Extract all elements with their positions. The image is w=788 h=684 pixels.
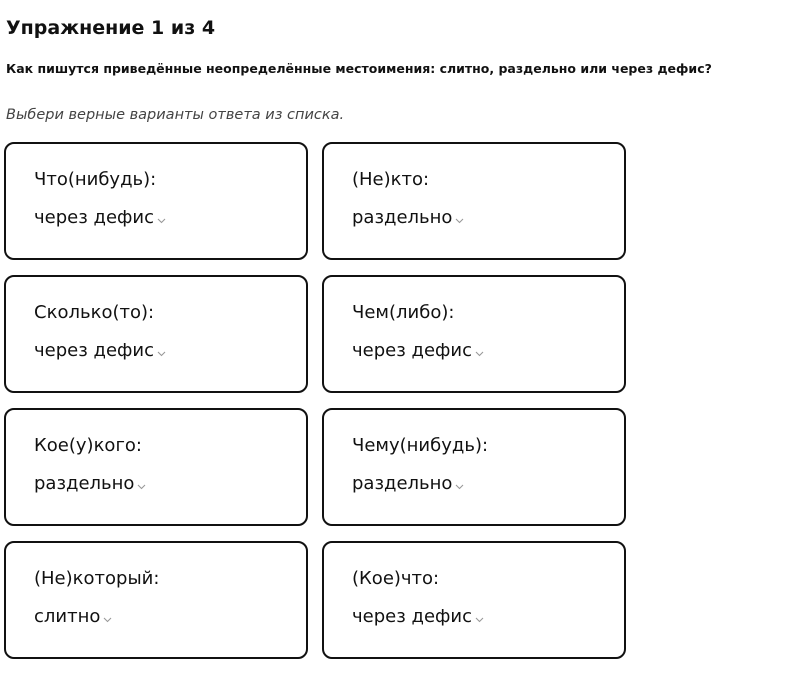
pronoun-label: (Не)кто: xyxy=(352,169,430,190)
pronoun-label: Сколько(то): xyxy=(34,302,155,323)
answer-card xyxy=(4,142,308,260)
pronoun-label: Чем(либо): xyxy=(352,302,455,323)
exercise-title: Упражнение 1 из 4 xyxy=(6,17,216,39)
dropdown-value: через дефис xyxy=(352,340,473,361)
chevron-down-icon xyxy=(157,341,166,363)
answer-dropdown[interactable] xyxy=(34,206,166,230)
dropdown-value: раздельно xyxy=(352,473,453,494)
chevron-down-icon xyxy=(455,474,464,496)
answer-dropdown[interactable] xyxy=(34,472,146,496)
pronoun-label: (Кое)что: xyxy=(352,568,440,589)
answer-card xyxy=(322,408,626,526)
answer-dropdown[interactable] xyxy=(352,472,464,496)
answer-card xyxy=(4,408,308,526)
answer-card xyxy=(322,275,626,393)
dropdown-value: через дефис xyxy=(352,606,473,627)
dropdown-value: слитно xyxy=(34,606,101,627)
pronoun-label: Чему(нибудь): xyxy=(352,435,489,456)
answer-card xyxy=(322,142,626,260)
exercise-instruction: Выбери верные варианты ответа из списка. xyxy=(6,107,345,123)
pronoun-label: (Не)который: xyxy=(34,568,160,589)
answer-dropdown[interactable] xyxy=(352,206,464,230)
dropdown-value: раздельно xyxy=(34,473,135,494)
answer-card xyxy=(4,541,308,659)
dropdown-value: через дефис xyxy=(34,340,155,361)
chevron-down-icon xyxy=(137,474,146,496)
answer-card xyxy=(322,541,626,659)
chevron-down-icon xyxy=(455,208,464,230)
answer-dropdown[interactable] xyxy=(352,605,484,629)
answer-card xyxy=(4,275,308,393)
chevron-down-icon xyxy=(475,341,484,363)
pronoun-label: Кое(у)кого: xyxy=(34,435,142,456)
exercise-question: Как пишутся приведённые неопределённые местоимения: слитно, раздельно или через дефис? xyxy=(6,61,712,76)
pronoun-label: Что(нибудь): xyxy=(34,169,157,190)
answer-grid xyxy=(4,142,626,659)
chevron-down-icon xyxy=(475,607,484,629)
answer-dropdown[interactable] xyxy=(34,605,112,629)
chevron-down-icon xyxy=(157,208,166,230)
chevron-down-icon xyxy=(103,607,112,629)
answer-dropdown[interactable] xyxy=(352,339,484,363)
answer-dropdown[interactable] xyxy=(34,339,166,363)
dropdown-value: через дефис xyxy=(34,207,155,228)
dropdown-value: раздельно xyxy=(352,207,453,228)
